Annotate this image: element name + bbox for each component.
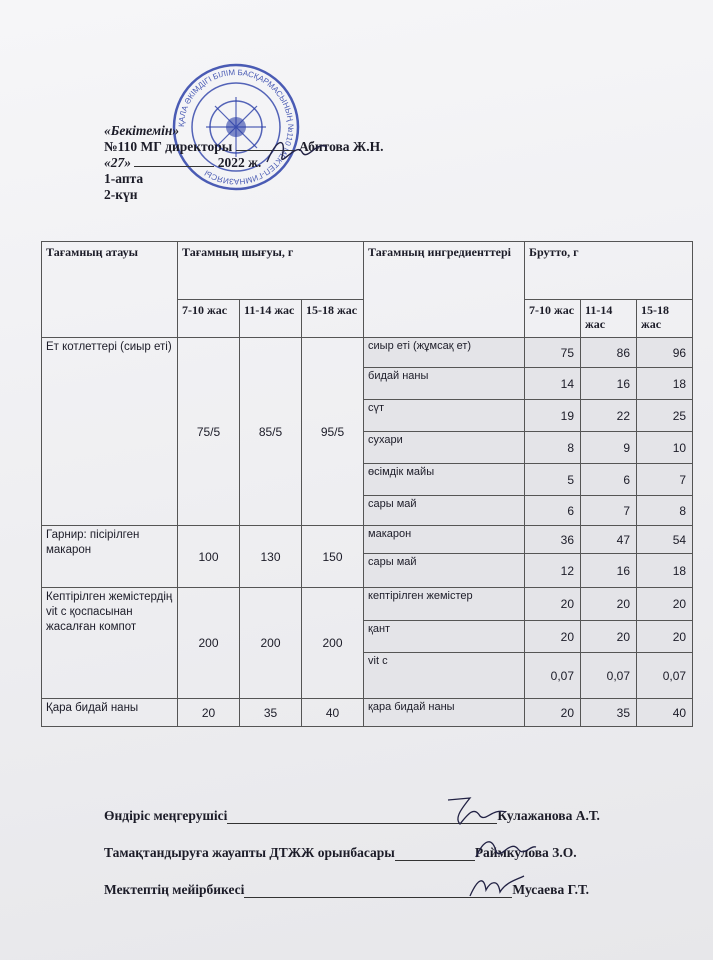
signature-role: Өндіріс меңгерушісі — [104, 808, 228, 823]
ingredient-gross-1: 8 — [525, 432, 581, 464]
week-label: 1-апта — [104, 171, 144, 186]
ingredient-gross-3: 54 — [637, 526, 693, 554]
ingredient-gross-1: 5 — [525, 464, 581, 496]
ingredient-gross-3: 20 — [637, 621, 693, 653]
signature-line — [104, 808, 600, 824]
ingredient-gross-2: 86 — [581, 338, 637, 368]
dish-output-3: 40 — [302, 699, 364, 727]
svg-text:ҚАЛА ӘКІМДІГІ БІЛІМ БАСҚАРМАСЫ: ҚАЛА ӘКІМДІГІ БІЛІМ БАСҚАРМАСЫНЫҢ №110 МЕКТЕП-ГИМНАЗИЯСЫ — [176, 67, 296, 187]
date-year: 2022 ж. — [217, 155, 262, 170]
handwritten-signature — [440, 794, 510, 828]
ingredient-name: қара бидай наны — [364, 699, 525, 727]
header-output-age-2: 11-14 жас — [240, 300, 302, 338]
date-day: «27» — [104, 155, 131, 170]
header-ingredients: Тағамның ингредиенттері — [364, 242, 525, 338]
handwritten-signature — [470, 831, 540, 865]
ingredient-gross-1: 75 — [525, 338, 581, 368]
dish-output-2: 85/5 — [240, 338, 302, 526]
ingredient-name: сары май — [364, 554, 525, 588]
ingredient-gross-3: 96 — [637, 338, 693, 368]
header-dish-name: Тағамның атауы — [42, 242, 178, 338]
ingredient-name: бидай наны — [364, 368, 525, 400]
table-row — [42, 588, 693, 621]
table-row — [42, 699, 693, 727]
signature-stroke — [476, 842, 536, 857]
header-output-age-1: 7-10 жас — [178, 300, 240, 338]
signature-role: Тамақтандыруға жауапты ДТЖЖ орынбасары — [104, 845, 395, 860]
signature-role: Мектептің мейірбикесі — [104, 882, 245, 897]
dish-name: Кептірілген жемістердің vit c қоспасынан жасалған компот — [42, 588, 178, 699]
ingredient-name: кептірілген жемістер — [364, 588, 525, 621]
dish-output-3: 95/5 — [302, 338, 364, 526]
ingredient-gross-1: 20 — [525, 699, 581, 727]
dish-name: Гарнир: пісірілген макарон — [42, 526, 178, 588]
approval-heading: «Бекітемін» — [104, 123, 180, 138]
dish-output-1: 20 — [178, 699, 240, 727]
ingredient-gross-3: 25 — [637, 400, 693, 432]
ingredient-name: сиыр еті (жұмсақ ет) — [364, 338, 525, 368]
signature-stroke — [448, 798, 506, 824]
ingredient-gross-2: 16 — [581, 554, 637, 588]
ingredient-gross-2: 47 — [581, 526, 637, 554]
ingredient-name: макарон — [364, 526, 525, 554]
dish-output-3: 200 — [302, 588, 364, 699]
ingredient-gross-2: 22 — [581, 400, 637, 432]
table-row — [42, 338, 693, 368]
table-row — [42, 526, 693, 554]
ingredient-gross-2: 6 — [581, 464, 637, 496]
ingredient-gross-2: 35 — [581, 699, 637, 727]
ingredient-name: сары май — [364, 496, 525, 526]
header-gross-age-2: 11-14 жас — [581, 300, 637, 338]
header-output: Тағамның шығуы, г — [178, 242, 364, 300]
dish-name: Қара бидай наны — [42, 699, 178, 727]
ingredient-name: vit c — [364, 653, 525, 699]
signature-stroke — [470, 876, 524, 896]
ingredient-gross-3: 0,07 — [637, 653, 693, 699]
dish-output-2: 35 — [240, 699, 302, 727]
day-label: 2-күн — [104, 187, 138, 202]
ingredient-gross-1: 36 — [525, 526, 581, 554]
ingredient-gross-2: 7 — [581, 496, 637, 526]
dish-output-3: 150 — [302, 526, 364, 588]
director-signature — [262, 132, 332, 172]
ingredient-gross-3: 10 — [637, 432, 693, 464]
ingredient-name: сүт — [364, 400, 525, 432]
ingredient-gross-2: 16 — [581, 368, 637, 400]
dish-output-2: 200 — [240, 588, 302, 699]
header-gross-age-1: 7-10 жас — [525, 300, 581, 338]
ingredient-gross-1: 19 — [525, 400, 581, 432]
ingredient-name: қант — [364, 621, 525, 653]
ingredient-name: сухари — [364, 432, 525, 464]
dish-output-1: 100 — [178, 526, 240, 588]
handwritten-signature — [460, 868, 530, 902]
dish-output-1: 75/5 — [178, 338, 240, 526]
ingredient-gross-1: 20 — [525, 588, 581, 621]
dish-output-2: 130 — [240, 526, 302, 588]
dish-output-1: 200 — [178, 588, 240, 699]
menu-table — [41, 241, 693, 727]
ingredient-gross-1: 0,07 — [525, 653, 581, 699]
ingredient-gross-2: 9 — [581, 432, 637, 464]
director-line — [104, 139, 384, 155]
signature-blank — [395, 860, 475, 861]
header-gross: Брутто, г — [525, 242, 693, 300]
ingredient-gross-2: 0,07 — [581, 653, 637, 699]
ingredient-name: өсімдік майы — [364, 464, 525, 496]
ingredient-gross-1: 20 — [525, 621, 581, 653]
date-line — [104, 155, 384, 171]
ingredient-gross-1: 14 — [525, 368, 581, 400]
approval-block — [104, 123, 384, 203]
ingredient-gross-2: 20 — [581, 588, 637, 621]
signature-name: Раймкулова З.О. — [474, 845, 577, 860]
ingredient-gross-2: 20 — [581, 621, 637, 653]
ingredient-gross-3: 18 — [637, 368, 693, 400]
ingredient-gross-3: 8 — [637, 496, 693, 526]
ingredient-gross-1: 12 — [525, 554, 581, 588]
signature-name: Мусаева Г.Т. — [512, 882, 590, 897]
ingredient-gross-3: 40 — [637, 699, 693, 727]
director-prefix: №110 МГ директоры — [104, 139, 233, 154]
signature-name: Кулажанова А.Т. — [497, 808, 600, 823]
director-name: Абитова Ж.Н. — [299, 139, 384, 154]
ingredient-gross-1: 6 — [525, 496, 581, 526]
dish-name: Ет котлеттері (сиыр еті) — [42, 338, 178, 526]
ingredient-gross-3: 18 — [637, 554, 693, 588]
ingredient-gross-3: 7 — [637, 464, 693, 496]
header-output-age-3: 15-18 жас — [302, 300, 364, 338]
header-gross-age-3: 15-18 жас — [637, 300, 693, 338]
ingredient-gross-3: 20 — [637, 588, 693, 621]
